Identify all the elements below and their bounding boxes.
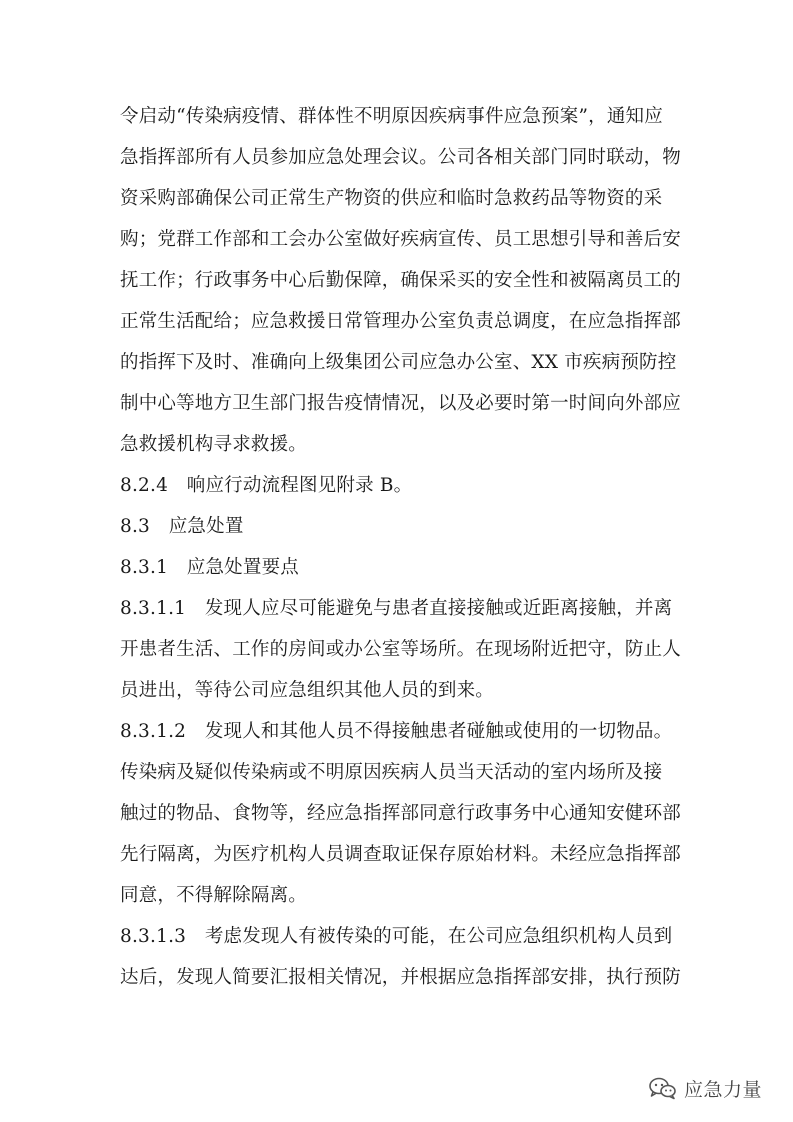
body-line: 急指挥部所有人员参加应急处理会议。公司各相关部门同时联动，物 — [120, 147, 682, 168]
section-heading: 8.2.4 响应行动流程图见附录 B。 — [120, 475, 413, 496]
body-line: 的指挥下及时、准确向上级集团公司应急办公室、XX 市疾病预防控 — [120, 352, 677, 373]
body-line: 开患者生活、工作的房间或办公室等场所。在现场附近把守，防止人 — [120, 639, 682, 660]
body-line: 同意，不得解除隔离。 — [120, 885, 308, 906]
body-line: 员进出，等待公司应急组织其他人员的到来。 — [120, 680, 495, 701]
body-line: 资采购部确保公司正常生产物资的供应和临时急救药品等物资的采 — [120, 188, 663, 209]
wechat-icon — [648, 1076, 678, 1100]
section-heading: 8.3 应急处置 — [120, 516, 244, 537]
body-line: 8.3.1.2 发现人和其他人员不得接触患者碰触或使用的一切物品。 — [120, 721, 673, 742]
body-line: 8.3.1.3 考虑发现人有被传染的可能，在公司应急组织机构人员到 — [120, 926, 673, 947]
watermark-text: 应急力量 — [684, 1078, 763, 1101]
body-line: 8.3.1.1 发现人应尽可能避免与患者直接接触或近距离接触，并离 — [120, 598, 673, 619]
body-line: 达后，发现人简要汇报相关情况，并根据应急指挥部安排，执行预防 — [120, 967, 682, 988]
body-line: 急救援机构寻求救援。 — [120, 434, 308, 455]
body-line: 抚工作；行政事务中心后勤保障，确保采买的安全性和被隔离员工的 — [120, 270, 682, 291]
body-line: 触过的物品、食物等，经应急指挥部同意行政事务中心通知安健环部 — [120, 803, 682, 824]
body-line: 传染病及疑似传染病或不明原因疾病人员当天活动的室内场所及接 — [120, 762, 663, 783]
body-line: 先行隔离，为医疗机构人员调查取证保存原始材料。未经应急指挥部 — [120, 844, 682, 865]
section-heading: 8.3.1 应急处置要点 — [120, 557, 299, 578]
body-line: 制中心等地方卫生部门报告疫情情况，以及必要时第一时间向外部应 — [120, 393, 682, 414]
watermark — [648, 1073, 762, 1103]
body-line: 购；党群工作部和工会办公室做好疾病宣传、员工思想引导和善后安 — [120, 229, 682, 250]
body-line: 正常生活配给；应急救援日常管理办公室负责总调度，在应急指挥部 — [120, 311, 682, 332]
body-line: 令启动“传染病疫情、群体性不明原因疾病事件应急预案”，通知应 — [120, 106, 663, 127]
